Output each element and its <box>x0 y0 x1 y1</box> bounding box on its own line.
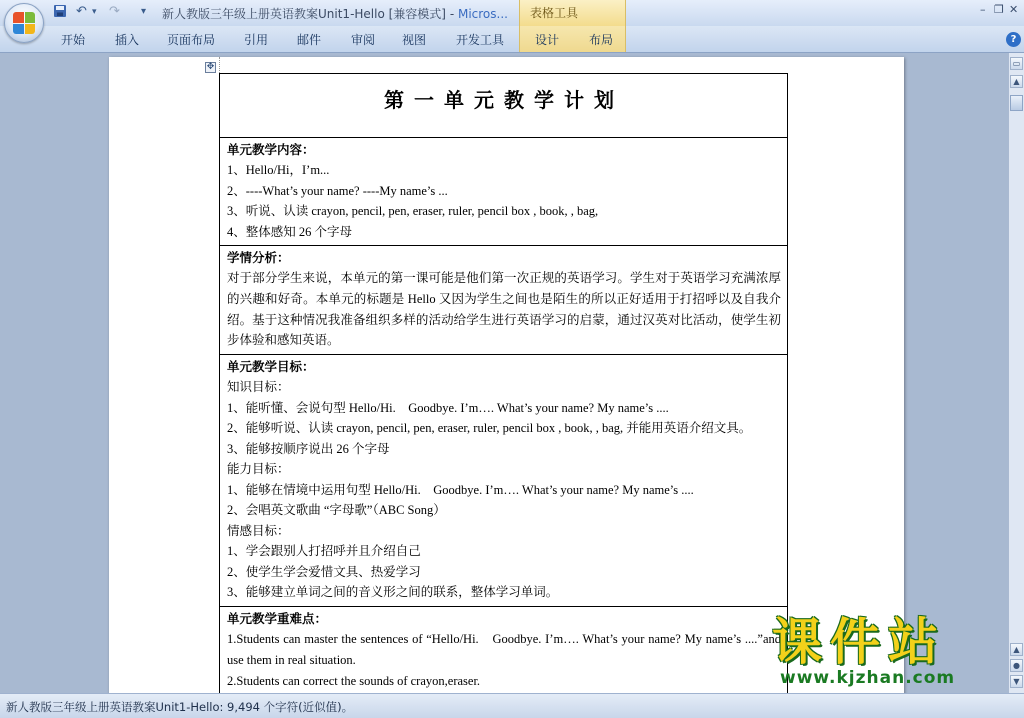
minimize-button[interactable]: – <box>980 3 986 16</box>
goals-line: 知识目标： <box>227 380 290 395</box>
analysis-cell[interactable] <box>220 246 788 355</box>
table-move-handle-icon[interactable]: ✥ <box>206 62 215 72</box>
title-separator: - <box>446 7 458 21</box>
app-name: Micros... <box>457 7 508 21</box>
goals-heading: 单元教学目标： <box>227 359 315 375</box>
table-tools-label: 表格工具 <box>530 6 579 20</box>
goals-line: 2、会唱英文歌曲 “字母歌”（ABC Song） <box>227 503 446 518</box>
ribbon-tab-bar <box>0 26 1024 53</box>
content-line: 3、听说、认读 crayon, pencil, pen, eraser, ruler, pencil box , book, , bag, <box>227 204 599 218</box>
watermark-url: www.kjzhan.com <box>780 668 956 688</box>
tab-references[interactable]: 引用 <box>244 33 269 47</box>
office-button[interactable] <box>4 3 44 43</box>
document-page[interactable] <box>109 57 904 693</box>
content-heading: 单元教学内容： <box>227 142 315 157</box>
tab-page-layout[interactable]: 页面布局 <box>167 33 216 47</box>
keypoints-line: 2.Students can correct the sounds of crayon,eraser. <box>227 673 481 688</box>
keypoints-heading: 单元教学重难点： <box>227 610 328 626</box>
goals-line: 能力目标： <box>227 462 290 477</box>
goals-line: 2、使学生学会爱惜文具、热爱学习 <box>227 564 421 579</box>
redo-icon[interactable]: ↷ <box>109 4 120 19</box>
ruler-toggle-icon[interactable]: ▭ <box>1010 57 1023 70</box>
save-icon[interactable] <box>53 4 67 20</box>
goals-line: 3、能够按顺序说出 26 个字母 <box>227 441 390 456</box>
close-button[interactable]: ✕ <box>1009 3 1019 16</box>
goals-cell[interactable] <box>220 355 788 607</box>
keypoints-line: 1.Students can master the sentences of “Hello/Hi. Goodbye. I’m…. What’s your name? My name’s ....”and use them in real situation. <box>227 631 781 667</box>
undo-icon[interactable]: ↶ <box>76 4 87 19</box>
previous-page-icon[interactable]: ▲ <box>1010 643 1023 656</box>
goals-line: 1、能听懂、会说句型 Hello/Hi. Goodbye. I’m…. What’s your name? My name’s .... <box>227 400 669 415</box>
tab-view[interactable]: 视图 <box>402 33 427 47</box>
content-line: 2、----What’s your name? ----My name’s ... <box>227 183 448 198</box>
goals-line: 1、能够在情境中运用句型 Hello/Hi. Goodbye. I’m…. What’s your name? My name’s .... <box>227 482 694 497</box>
goals-line: 1、学会跟别人打招呼并且介绍自己 <box>227 544 421 559</box>
content-cell[interactable] <box>220 138 788 246</box>
tab-mailings[interactable]: 邮件 <box>297 33 322 47</box>
goals-line: 情感目标： <box>227 523 290 538</box>
document-workspace <box>0 53 1008 693</box>
status-text: 新人教版三年级上册英语教案Unit1-Hello: 9,494 个字符(近似值)。 <box>6 700 354 714</box>
office-logo-icon <box>13 12 35 34</box>
table-row <box>220 606 788 693</box>
watermark-title: 课件站 <box>772 613 946 671</box>
restore-button[interactable]: ❐ <box>994 3 1004 16</box>
goals-line: 3、能够建立单词之间的音义形之间的联系，整体学习单词。 <box>227 585 559 600</box>
table-row <box>220 246 788 355</box>
watermark-logo <box>772 612 1008 692</box>
customize-toolbar-icon[interactable]: ▾ <box>141 6 147 17</box>
text-cursor <box>219 57 220 73</box>
goals-line: 2、能够听说、认读 crayon, pencil, pen, eraser, ruler, pencil box , book, , bag, 并能用英语介绍文具。 <box>227 421 752 436</box>
tab-table-design[interactable]: 设计 <box>535 33 560 47</box>
scroll-up-icon[interactable]: ▲ <box>1010 75 1023 88</box>
vertical-scrollbar[interactable] <box>1008 53 1024 693</box>
plan-title: 第一单元教学计划 <box>384 88 624 112</box>
window-title <box>162 5 508 22</box>
title-cell[interactable] <box>220 74 788 138</box>
tab-review[interactable]: 审阅 <box>351 33 376 47</box>
status-bar <box>0 693 1024 718</box>
scrollbar-thumb[interactable] <box>1010 95 1023 111</box>
content-line: 1、Hello/Hi，I’m... <box>227 163 330 177</box>
content-line: 4、整体感知 26 个字母 <box>227 224 353 239</box>
table-row <box>220 138 788 246</box>
keypoints-cell[interactable] <box>220 606 788 693</box>
document-name: 新人教版三年级上册英语教案Unit1-Hello [兼容模式] <box>162 7 446 21</box>
tab-home[interactable]: 开始 <box>61 33 86 47</box>
table-row <box>220 355 788 607</box>
tab-table-layout[interactable]: 布局 <box>589 33 614 47</box>
browse-object-icon[interactable]: ● <box>1010 659 1023 672</box>
teaching-plan-table[interactable] <box>219 73 788 693</box>
tab-insert[interactable]: 插入 <box>115 33 140 47</box>
table-row <box>220 74 788 138</box>
undo-dropdown-icon[interactable]: ▾ <box>92 7 97 17</box>
title-bar <box>0 0 1024 26</box>
next-page-icon[interactable]: ▼ <box>1010 675 1023 688</box>
analysis-heading: 学情分析： <box>227 250 290 265</box>
tab-developer[interactable]: 开发工具 <box>456 33 505 47</box>
help-icon[interactable]: ? <box>1006 32 1021 47</box>
analysis-paragraph: 对于部分学生来说，本单元的第一课可能是他们第一次正规的英语学习。学生对于英语学习充满浓厚的兴趣和好奇。本单元的标题是 Hello 又因为学生之间也是陌生的所以正好适用于打招呼以及自我介绍。基于这种情况我准备组织多样的活动给学生进行英语学习的启蒙，通过汉英对比活动，使学生初步体验和感知英语。 <box>227 271 781 348</box>
table-tools-group <box>519 0 626 26</box>
